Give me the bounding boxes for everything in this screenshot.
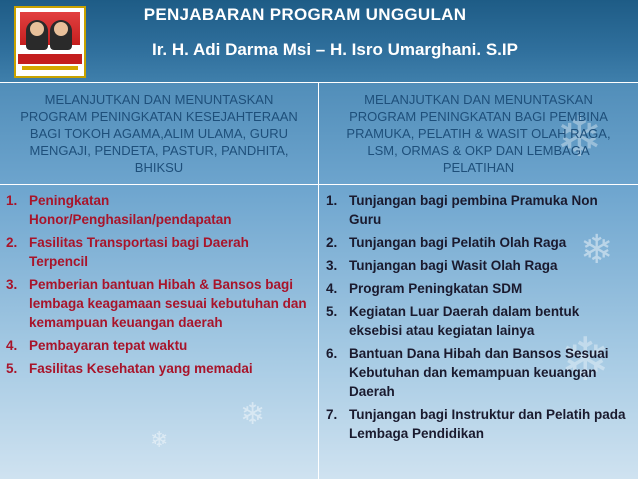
list-item: 2. Fasilitas Transportasi bagi Daerah Terpencil	[6, 235, 249, 269]
list-item: 1. Tunjangan bagi pembina Pramuka Non Guru	[326, 193, 598, 227]
heading-line: LSM, ORMAS & OKP DAN LEMBAGA	[367, 143, 590, 158]
column-heading-left	[0, 83, 318, 184]
heading-line: MENGAJI, PENDETA, PASTUR, PANDHITA,	[29, 143, 289, 158]
logo-icon	[14, 6, 86, 78]
snowflake-icon: ❄	[580, 227, 614, 273]
slide-header	[0, 0, 638, 82]
heading-line: BAGI TOKOH AGAMA,ALIM ULAMA, GURU	[29, 126, 289, 141]
page-subtitle: Ir. H. Adi Darma Msi – H. Isro Umarghani. S.IP	[152, 40, 518, 59]
program-list-right	[326, 191, 631, 447]
list-item: 5. Kegiatan Luar Daerah dalam bentuk eksebisi atau kegiatan lainya	[326, 304, 580, 338]
heading-line: PRAMUKA, PELATIH & WASIT OLAH RAGA,	[346, 126, 611, 141]
heading-line: MELANJUTKAN DAN MENUNTASKAN	[44, 92, 274, 107]
heading-line: PROGRAM PENINGKATAN BAGI PEMBINA	[349, 109, 608, 124]
list-item: 3. Pemberian bantuan Hibah & Bansos bagi lembaga keagamaan sesuai kebutuhan dan kemampuan keuangan daerah	[6, 277, 307, 330]
list-item: 2. Tunjangan bagi Pelatih Olah Raga	[326, 235, 567, 250]
list-item: 6. Bantuan Dana Hibah dan Bansos Sesuai Kebutuhan dan kemampuan keuangan Daerah	[326, 346, 609, 399]
list-item: 4. Program Peningkatan SDM	[326, 281, 523, 296]
list-item: 1. Peningkatan Honor/Penghasilan/pendapatan	[6, 193, 232, 227]
heading-line: PELATIHAN	[442, 160, 515, 175]
snowflake-icon: ❄	[560, 325, 611, 395]
list-item: 4. Pembayaran tepat waktu	[6, 338, 188, 353]
list-item: 3. Tunjangan bagi Wasit Olah Raga	[326, 258, 558, 273]
column-heading-right	[319, 83, 638, 184]
program-table	[0, 82, 638, 479]
heading-line: BHIKSU	[134, 160, 184, 175]
snowflake-icon: ❄	[150, 428, 169, 453]
heading-line: MELANJUTKAN DAN MENUNTASKAN	[364, 92, 593, 107]
row-divider	[0, 184, 638, 185]
program-list-left	[6, 191, 311, 382]
list-item: 7. Tunjangan bagi Instruktur dan Pelatih pada Lembaga Pendidikan	[326, 407, 626, 441]
snowflake-icon: ❄	[556, 105, 603, 170]
page-title: PENJABARAN PROGRAM UNGGULAN	[143, 5, 467, 24]
heading-line: PROGRAM PENINGKATAN KESEJAHTERAAN	[20, 109, 298, 124]
list-item: 5. Fasilitas Kesehatan yang memadai	[6, 361, 253, 376]
snowflake-icon: ❄	[240, 397, 266, 432]
